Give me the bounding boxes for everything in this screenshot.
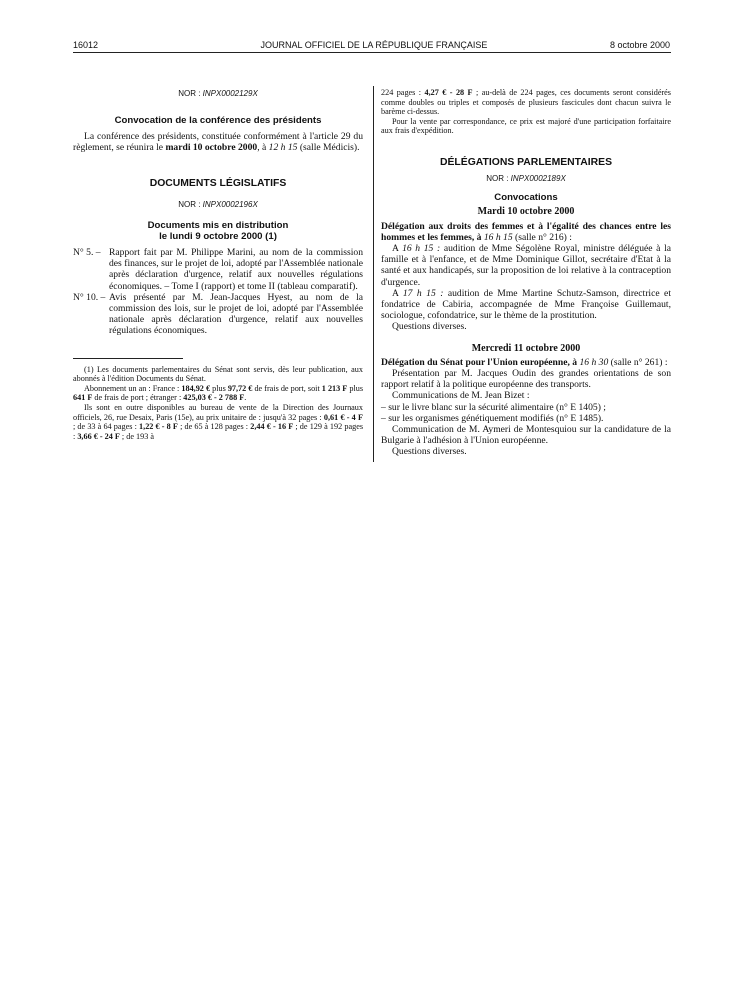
document-item	[73, 292, 363, 337]
document-number: N° 5. –	[73, 247, 101, 259]
presentation-paragraph: Présentation par M. Jacques Oudin des grandes orientations de son rapport relatif à la politique européenne des transports.	[381, 368, 671, 391]
footnote: (1) Les documents parlementaires du Sénat sont servis, dès leur publication, aux abonnés à l'édition Documents du Sénat.	[73, 364, 363, 384]
nor-reference: NOR : INPX0002189X	[486, 174, 566, 184]
document-text: Avis présenté par M. Jean-Jacques Hyest, au nom de la commission des lois, sur le projet de loi, adopté par l'Assemblée nationale après déclaration d'urgence, relatif aux nouvelles régulations économiques.	[109, 291, 363, 337]
document-text: Rapport fait par M. Philippe Marini, au nom de la commission des finances, sur le projet de loi, adopté par l'Assemblée nationale après déclaration d'urgence, relatif aux nouvelles régulations économiques. – Tome I (rapport) et tome II (tableau comparatif).	[109, 247, 363, 292]
left-column	[73, 88, 363, 441]
document-item	[73, 247, 363, 292]
communications-line: Communications de M. Jean Bizet :	[392, 390, 530, 402]
hearing-paragraph: A 17 h 15 : audition de Mme Martine Schutz-Samson, directrice et fondatrice de Cabiria, accompagnée de Mme Françoise Guillemaut, sociologue, cofondatrice, sur le thème de la prostitution.	[381, 287, 671, 322]
unit-prices: Ils sont en outre disponibles au bureau de vente de la Direction des Journaux officiels, 26, rue Desaix, Paris (15e), au prix unitaire de : jusqu'à 32 pages : 0,61 € - 4 F ; de 33 à 64 pages : 1,22 € - 8 F ; de 65 à 128 pages : 2,44 € - 16 F ; de 129 à 192 pages : 3,66 € - 24 F ; de 193 à	[73, 403, 364, 441]
hearing-paragraph: A 16 h 15 : audition de Mme Ségolène Royal, ministre déléguée à la famille et à l'enfance, et de Mme Dominique Gillot, secrétaire d'Etat à la santé et aux handicapés, sur la proposition de loi relative à la contraception d'urgence.	[381, 242, 672, 288]
header-rule	[73, 52, 671, 53]
unit-prices-continued: 224 pages : 4,27 € - 28 F ; au-delà de 224 pages, ces documents seront considérés comme doubles ou triples et composés de plusieurs fascicules dont chacun suivra le barème ci-dessus.	[381, 88, 671, 117]
communication-paragraph: Communication de M. Aymeri de Montesquiou sur la candidature de la Bulgarie à l'adhésion à l'Union européenne.	[381, 424, 671, 447]
questions-diverses: Questions diverses.	[392, 321, 467, 333]
column-divider	[373, 86, 374, 462]
delegation-title: Délégation du Sénat pour l'Union européenne, à 16 h 30 (salle n° 261) :	[381, 356, 668, 368]
meeting-day: Mardi 10 octobre 2000	[477, 206, 575, 218]
page-number: 16012	[73, 40, 99, 50]
convocation-heading: Convocation de la conférence des présidents	[114, 115, 322, 127]
subscription-prices: Abonnement un an : France : 184,92 € plus 97,72 € de frais de port, soit 1 213 F plus 641 F de frais de port ; étranger : 425,03 € - 2 788 F.	[73, 383, 364, 403]
convocation-paragraph: La conférence des présidents, constituée conformément à l'article 29 du règlement, se réunira le mardi 10 octobre 2000, à 12 h 15 (salle Médicis).	[73, 131, 363, 154]
delegation-title: Délégation aux droits des femmes et à l'égalité des chances entre les hommes et les femmes, à 16 h 15 (salle n° 216) :	[381, 220, 671, 243]
issue-date: 8 octobre 2000	[609, 40, 670, 50]
nor-reference: NOR : INPX0002129X	[178, 89, 258, 98]
footnote-rule	[73, 358, 183, 359]
distribution-heading: Documents mis en distribution	[147, 220, 289, 232]
convocations-heading: Convocations	[494, 192, 558, 204]
right-column	[381, 88, 671, 458]
communication-item: – sur les organismes génétiquement modifiés (n° E 1485).	[381, 412, 604, 424]
journal-title: JOURNAL OFFICIEL DE LA RÉPUBLIQUE FRANÇAISE	[260, 40, 488, 50]
correspondence-note: Pour la vente par correspondance, ce prix est majoré d'une participation forfaitaire aux frais d'expédition.	[381, 116, 671, 136]
questions-diverses: Questions diverses.	[392, 446, 467, 458]
distribution-date: le lundi 9 octobre 2000 (1)	[159, 231, 277, 243]
documents-heading: DOCUMENTS LÉGISLATIFS	[149, 177, 287, 189]
meeting-day: Mercredi 11 octobre 2000	[471, 342, 581, 354]
communication-item: – sur le livre blanc sur la sécurité alimentaire (n° E 1405) ;	[381, 401, 606, 413]
nor-reference: NOR : INPX0002196X	[178, 199, 258, 209]
document-number: N° 10. –	[73, 291, 106, 303]
delegations-heading: DÉLÉGATIONS PARLEMENTAIRES	[439, 156, 613, 168]
